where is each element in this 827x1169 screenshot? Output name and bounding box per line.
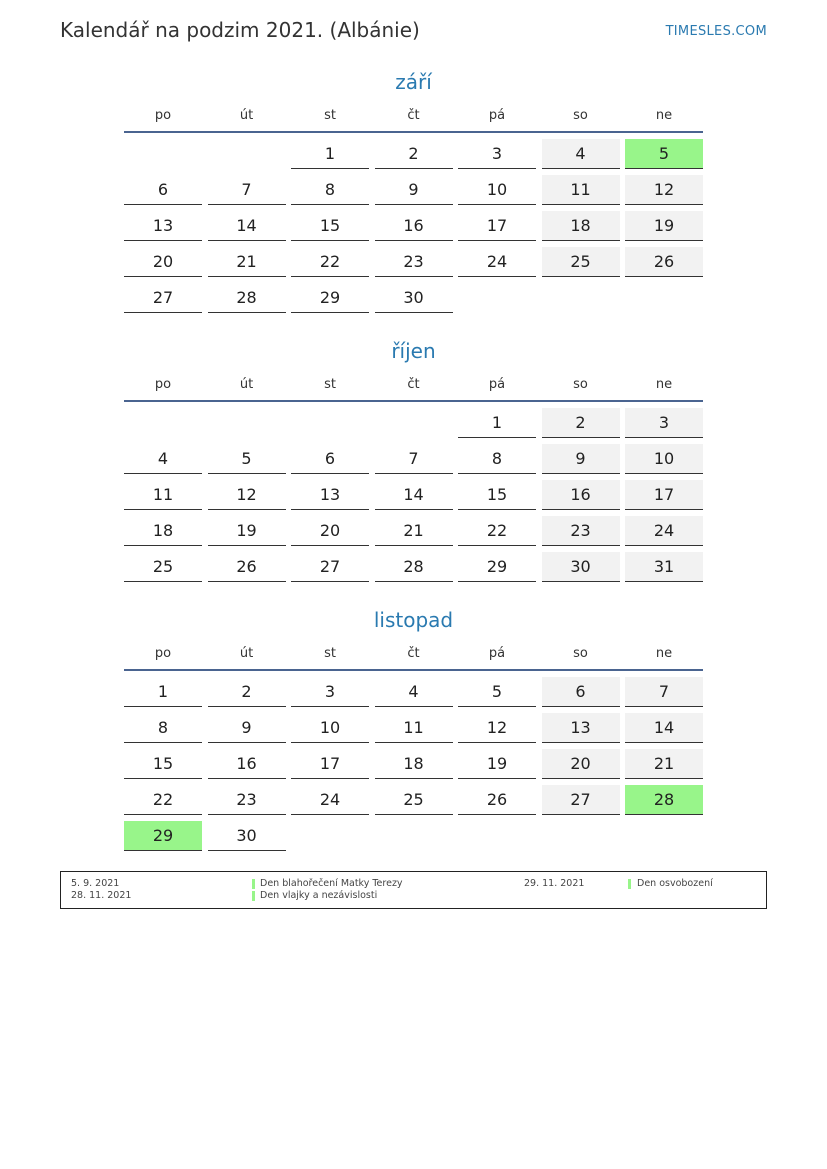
day-cell: 20	[291, 516, 369, 546]
weekday-label: út	[239, 108, 254, 123]
legend-date: 29. 11. 2021	[524, 878, 585, 889]
day-cell: 23	[542, 516, 620, 546]
day-cell: 2	[208, 677, 286, 707]
day-cell: 4	[375, 677, 453, 707]
day-cell: 27	[124, 283, 202, 313]
day-cell: 9	[375, 175, 453, 205]
weekday-label: pá	[488, 108, 506, 123]
day-cell: 10	[291, 713, 369, 743]
day-cell: 13	[542, 713, 620, 743]
day-cell: 19	[208, 516, 286, 546]
day-cell: 17	[458, 211, 536, 241]
empty-cell	[208, 139, 286, 169]
weekday-label: st	[324, 108, 336, 123]
weekday-label: ne	[655, 646, 673, 661]
day-cell: 12	[458, 713, 536, 743]
holiday-day-cell: 28	[625, 785, 703, 815]
weekday-label: so	[573, 377, 588, 392]
day-cell: 19	[458, 749, 536, 779]
legend-holiday-marker	[628, 879, 631, 889]
weekday-label: ne	[655, 108, 673, 123]
day-cell: 21	[375, 516, 453, 546]
day-cell: 8	[124, 713, 202, 743]
day-cell: 4	[124, 444, 202, 474]
weekday-label: po	[154, 646, 172, 661]
day-cell: 15	[124, 749, 202, 779]
weekday-label: út	[239, 377, 254, 392]
holiday-day-cell: 5	[625, 139, 703, 169]
day-cell: 21	[625, 749, 703, 779]
day-cell: 23	[208, 785, 286, 815]
legend-holiday-name: Den blahořečení Matky Terezy	[260, 878, 403, 889]
day-cell: 31	[625, 552, 703, 582]
legend-date: 28. 11. 2021	[71, 890, 132, 901]
weekday-label: čt	[407, 377, 420, 392]
weekday-label: st	[324, 646, 336, 661]
day-cell: 9	[208, 713, 286, 743]
day-cell: 30	[208, 821, 286, 851]
day-cell: 2	[542, 408, 620, 438]
day-cell: 27	[542, 785, 620, 815]
day-cell: 10	[625, 444, 703, 474]
empty-cell	[375, 408, 453, 438]
day-cell: 18	[375, 749, 453, 779]
day-cell: 4	[542, 139, 620, 169]
weekday-label: po	[154, 377, 172, 392]
day-cell: 26	[625, 247, 703, 277]
month-title: listopad	[373, 608, 454, 632]
holiday-legend	[60, 871, 767, 909]
day-cell: 27	[291, 552, 369, 582]
day-cell: 16	[542, 480, 620, 510]
day-cell: 29	[458, 552, 536, 582]
day-cell: 18	[124, 516, 202, 546]
day-cell: 26	[208, 552, 286, 582]
day-cell: 14	[208, 211, 286, 241]
day-cell: 7	[375, 444, 453, 474]
legend-date: 5. 9. 2021	[71, 878, 120, 889]
day-cell: 17	[291, 749, 369, 779]
day-cell: 23	[375, 247, 453, 277]
empty-cell	[208, 408, 286, 438]
day-cell: 25	[124, 552, 202, 582]
day-cell: 6	[124, 175, 202, 205]
day-cell: 16	[375, 211, 453, 241]
day-cell: 11	[375, 713, 453, 743]
weekday-header	[124, 641, 703, 671]
day-cell: 1	[291, 139, 369, 169]
day-cell: 20	[124, 247, 202, 277]
weekday-header	[124, 372, 703, 402]
site-link[interactable]: TIMESLES.COM	[665, 24, 767, 39]
weekday-label: st	[324, 377, 336, 392]
weekday-label: ne	[655, 377, 673, 392]
weekday-label: so	[573, 108, 588, 123]
legend-holiday-marker	[252, 879, 255, 889]
day-cell: 3	[291, 677, 369, 707]
day-cell: 8	[291, 175, 369, 205]
day-cell: 6	[291, 444, 369, 474]
day-cell: 11	[542, 175, 620, 205]
empty-cell	[124, 408, 202, 438]
day-cell: 25	[542, 247, 620, 277]
weekday-header	[124, 103, 703, 133]
day-cell: 18	[542, 211, 620, 241]
weekday-label: čt	[407, 646, 420, 661]
day-cell: 30	[375, 283, 453, 313]
day-grid	[124, 408, 703, 582]
month-calendar	[124, 605, 703, 851]
day-cell: 11	[124, 480, 202, 510]
day-cell: 7	[625, 677, 703, 707]
day-cell: 15	[291, 211, 369, 241]
day-grid	[124, 677, 703, 851]
day-cell: 2	[375, 139, 453, 169]
month-title: září	[395, 70, 432, 94]
day-cell: 20	[542, 749, 620, 779]
day-cell: 28	[375, 552, 453, 582]
day-cell: 30	[542, 552, 620, 582]
weekday-label: čt	[407, 108, 420, 123]
legend-holiday-name: Den vlajky a nezávislosti	[260, 890, 378, 901]
day-cell: 13	[291, 480, 369, 510]
weekday-label: po	[154, 108, 172, 123]
day-cell: 25	[375, 785, 453, 815]
day-cell: 26	[458, 785, 536, 815]
day-cell: 3	[625, 408, 703, 438]
day-cell: 14	[625, 713, 703, 743]
month-calendar	[124, 336, 703, 582]
day-cell: 1	[124, 677, 202, 707]
month-calendar	[124, 67, 703, 313]
day-cell: 16	[208, 749, 286, 779]
day-cell: 5	[208, 444, 286, 474]
day-cell: 15	[458, 480, 536, 510]
day-cell: 24	[458, 247, 536, 277]
day-cell: 21	[208, 247, 286, 277]
legend-holiday-marker	[252, 891, 255, 901]
day-cell: 24	[291, 785, 369, 815]
day-grid	[124, 139, 703, 313]
weekday-label: pá	[488, 646, 506, 661]
empty-cell	[291, 408, 369, 438]
day-cell: 6	[542, 677, 620, 707]
holiday-day-cell: 29	[124, 821, 202, 851]
day-cell: 12	[625, 175, 703, 205]
day-cell: 24	[625, 516, 703, 546]
day-cell: 7	[208, 175, 286, 205]
day-cell: 22	[124, 785, 202, 815]
day-cell: 17	[625, 480, 703, 510]
day-cell: 9	[542, 444, 620, 474]
weekday-label: út	[239, 646, 254, 661]
day-cell: 22	[458, 516, 536, 546]
day-cell: 8	[458, 444, 536, 474]
day-cell: 1	[458, 408, 536, 438]
page-title: Kalendář na podzim 2021. (Albánie)	[60, 18, 420, 42]
weekday-label: so	[573, 646, 588, 661]
day-cell: 5	[458, 677, 536, 707]
day-cell: 14	[375, 480, 453, 510]
day-cell: 12	[208, 480, 286, 510]
day-cell: 13	[124, 211, 202, 241]
month-title: říjen	[391, 339, 436, 363]
empty-cell	[124, 139, 202, 169]
day-cell: 19	[625, 211, 703, 241]
weekday-label: pá	[488, 377, 506, 392]
day-cell: 29	[291, 283, 369, 313]
day-cell: 3	[458, 139, 536, 169]
day-cell: 22	[291, 247, 369, 277]
day-cell: 28	[208, 283, 286, 313]
legend-holiday-name: Den osvobození	[637, 878, 713, 889]
day-cell: 10	[458, 175, 536, 205]
